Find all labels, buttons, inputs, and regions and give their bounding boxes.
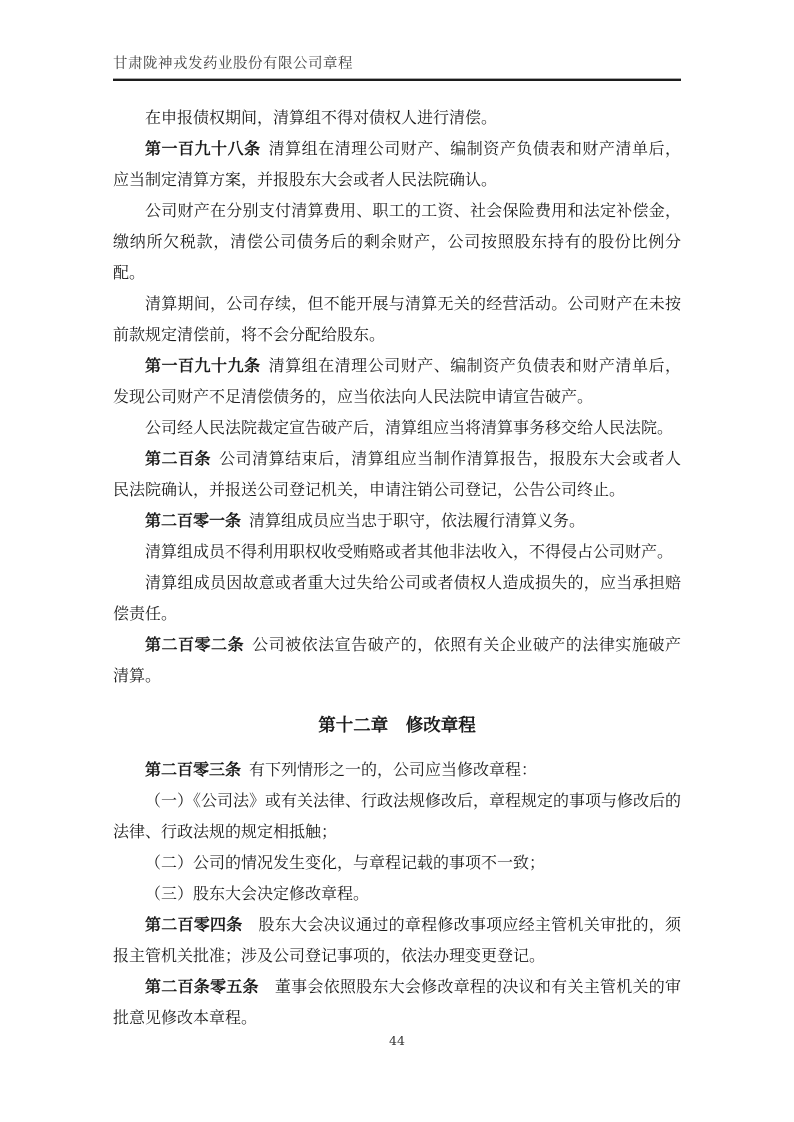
paragraph-text: （一）《公司法》或有关法律、行政法规修改后，章程规定的事项与修改后的法律、行政法规的规定相抵触； (113, 791, 682, 842)
paragraph-text: 有下列情形之一的，公司应当修改章程： (249, 760, 538, 780)
header-rule (113, 78, 681, 81)
page-header (113, 54, 681, 81)
paragraph-text: 清算组成员不得利用职权收受贿赂或者其他非法收入，不得侵占公司财产。 (145, 542, 674, 562)
paragraph (113, 195, 681, 288)
paragraph-text: 在申报债权期间，清算组不得对债权人进行清偿。 (145, 108, 498, 128)
paragraph (113, 754, 681, 785)
paragraph-text: 公司清算结束后，清算组应当制作清算报告，报股东大会或者人民法院确认，并报送公司登记机关，申请注销公司登记，公告公司终止。 (113, 449, 681, 500)
page-footer (0, 1030, 794, 1049)
paragraph (113, 567, 681, 629)
paragraph-text: 公司财产在分别支付清算费用、职工的工资、社会保险费用和法定补偿金，缴纳所欠税款，清偿公司债务后的剩余财产，公司按照股东持有的股份比例分配。 (113, 201, 681, 283)
article-number: 第二百零四条 (145, 915, 243, 935)
article-number: 第二百条零五条 (145, 977, 259, 997)
paragraph-text: （二）公司的情况发生变化，与章程记载的事项不一致； (145, 853, 546, 873)
chapter-heading: 第十二章 修改章程 (318, 716, 476, 737)
paragraph-text: 股东大会决议通过的章程修改事项应经主管机关审批的，须报主管机关批准；涉及公司登记事项的，依法办理变更登记。 (113, 915, 681, 966)
paragraph-text: 清算组成员应当忠于职守，依法履行清算义务。 (249, 511, 586, 531)
header-title: 甘肃陇神戎发药业股份有限公司章程 (113, 56, 353, 72)
page-number: 44 (389, 1033, 405, 1048)
paragraph-text: 清算组在清理公司财产、编制资产负债表和财产清单后，应当制定清算方案，并报股东大会或者人民法院确认。 (113, 139, 681, 190)
paragraph (113, 505, 681, 536)
paragraph (113, 847, 681, 878)
paragraph-text: 董事会依照股东大会修改章程的决议和有关主管机关的审批意见修改本章程。 (113, 977, 681, 1028)
article-number: 第二百条 (145, 449, 212, 469)
document-body (113, 102, 681, 1033)
paragraph (113, 443, 681, 505)
paragraph-text: 清算组在清理公司财产、编制资产负债表和财产清单后，发现公司财产不足清偿债务的，应当依法向人民法院申请宣告破产。 (113, 356, 681, 407)
article-number: 第一百九十八条 (145, 139, 261, 159)
article-number: 第二百零二条 (145, 635, 245, 655)
paragraph (113, 785, 681, 847)
paragraph-text: 清算期间，公司存续，但不能开展与清算无关的经营活动。公司财产在未按前款规定清偿前，将不会分配给股东。 (113, 294, 681, 345)
paragraph-text: 清算组成员因故意或者重大过失给公司或者债权人造成损失的，应当承担赔偿责任。 (113, 573, 681, 624)
paragraph (113, 102, 681, 133)
paragraph (113, 971, 681, 1033)
paragraph (113, 536, 681, 567)
paragraph (113, 412, 681, 443)
article-number: 第二百零一条 (145, 511, 242, 531)
paragraph-text: （三）股东大会决定修改章程。 (145, 884, 370, 904)
paragraph-text: 公司被依法宣告破产的，依照有关企业破产的法律实施破产清算。 (113, 635, 681, 686)
paragraph (113, 133, 681, 195)
paragraph (113, 629, 681, 691)
paragraph (113, 350, 681, 412)
article-number: 第二百零三条 (145, 760, 242, 780)
paragraph (113, 878, 681, 909)
paragraph-text: 公司经人民法院裁定宣告破产后，清算组应当将清算事务移交给人民法院。 (145, 418, 674, 438)
paragraph (113, 909, 681, 971)
article-number: 第一百九十九条 (145, 356, 261, 376)
paragraph (113, 288, 681, 350)
